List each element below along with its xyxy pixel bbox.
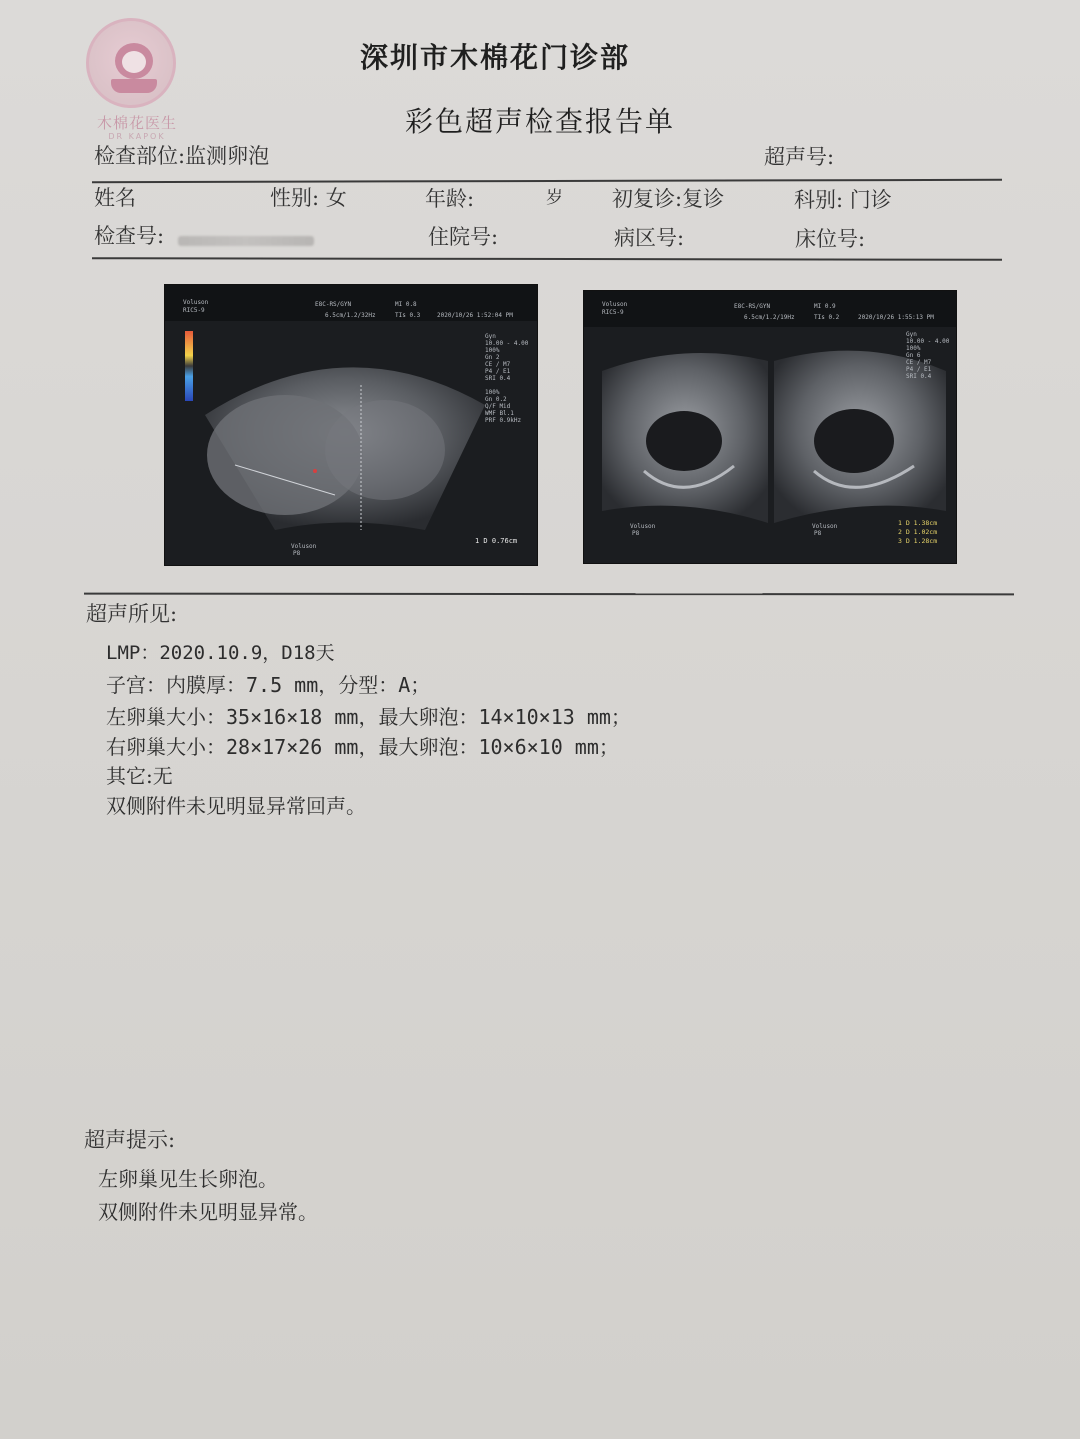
age-label: 年龄: bbox=[425, 187, 475, 211]
us-mi: MI 0.9 bbox=[814, 303, 836, 310]
finding-line-4: 右卵巢大小：28×17×26 mm，最大卵泡：10×6×10 mm； bbox=[106, 735, 619, 759]
conclusion-line-1: 左卵巢见生长卵泡。 bbox=[98, 1167, 278, 1191]
us-tis: TIs 0.3 bbox=[395, 312, 421, 319]
conclusion-line-2: 双侧附件未见明显异常。 bbox=[98, 1200, 318, 1224]
us-footer-probe: P8 bbox=[632, 530, 640, 537]
logo-subtext: DR KAPOK bbox=[108, 132, 166, 141]
logo-text: 木棉花医生 bbox=[96, 114, 177, 132]
us-preset: E8C-RS/GYN bbox=[734, 303, 771, 310]
us-measurement: 1 D 0.76cm bbox=[475, 537, 518, 545]
gender: 性别: 女 bbox=[270, 186, 347, 210]
clinic-logo bbox=[82, 18, 192, 141]
us-preset: E8C-RS/GYN bbox=[315, 301, 352, 308]
us-side-params: Gyn 10.00 - 4.00 100% Gn 6 CE / M7 P4 / E1 SRI 0.4 bbox=[906, 331, 950, 380]
us-datetime: 2020/10/26 1:55:13 PM bbox=[858, 314, 934, 321]
patient-name-label: 姓名 bbox=[94, 186, 136, 210]
exam-part: 检查部位:监测卵泡 bbox=[94, 144, 270, 168]
us-datetime: 2020/10/26 1:52:04 PM bbox=[437, 312, 513, 319]
report-title: 彩色超声检查报告单 bbox=[405, 105, 676, 138]
finding-line-6: 双侧附件未见明显异常回声。 bbox=[106, 794, 366, 818]
finding-line-5: 其它:无 bbox=[106, 764, 173, 788]
us-params: 6.5cm/1.2/32Hz bbox=[325, 312, 376, 319]
us-probe: RIC5-9 bbox=[183, 307, 205, 314]
ultrasound-image-left bbox=[164, 284, 538, 566]
age-unit: 岁 bbox=[546, 188, 563, 208]
redacted-exam-number bbox=[178, 236, 314, 246]
us-footer-brand: Voluson bbox=[630, 523, 656, 530]
us-mi: MI 0.8 bbox=[395, 301, 417, 308]
us-probe: RIC5-9 bbox=[602, 309, 624, 316]
us-params: 6.5cm/1.2/19Hz bbox=[744, 314, 795, 321]
us-footer-probe-2: P8 bbox=[814, 530, 822, 537]
finding-line-1: LMP：2020.10.9，D18天 bbox=[106, 642, 335, 664]
us-tis: TIs 0.2 bbox=[814, 314, 840, 321]
ward-number: 病区号: bbox=[614, 226, 685, 250]
us-brand: Voluson bbox=[602, 301, 628, 308]
us-measurement-1: 1 D 1.38cm bbox=[898, 519, 938, 527]
us-footer-brand: Voluson bbox=[291, 543, 317, 550]
finding-line-3: 左卵巢大小：35×16×18 mm，最大卵泡：14×10×13 mm； bbox=[106, 705, 631, 729]
us-side-params: Gyn 10.00 - 4.00 100% Gn 2 CE / M7 P4 / E1 SRI 0.4 100% Gn 0.2 Q/F Mid WMF Bl.1 PRF 0.9kHz bbox=[485, 333, 529, 424]
images-rule bbox=[84, 593, 1014, 596]
logo-emblem bbox=[86, 18, 176, 108]
us-footer-probe: P8 bbox=[293, 550, 301, 557]
finding-line-2: 子宫：内膜厚：7.5 mm，分型：A； bbox=[106, 673, 431, 697]
ultrasound-image-right bbox=[583, 290, 957, 564]
department: 科别: 门诊 bbox=[794, 188, 892, 212]
us-measurement-3: 3 D 1.28cm bbox=[898, 537, 938, 545]
inpatient-number: 住院号: bbox=[428, 225, 499, 249]
visit-type: 初复诊:复诊 bbox=[612, 187, 725, 211]
conclusion-label: 超声提示: bbox=[84, 1128, 176, 1152]
findings-label: 超声所见: bbox=[86, 602, 178, 626]
bed-number: 床位号: bbox=[795, 227, 866, 251]
ultrasound-scan-left bbox=[165, 285, 537, 565]
ultrasound-number: 超声号: bbox=[764, 145, 835, 169]
header-rule-bottom bbox=[92, 257, 1002, 261]
clinic-name: 深圳市木棉花门诊部 bbox=[360, 41, 631, 74]
us-brand: Voluson bbox=[183, 299, 209, 306]
exam-number-label: 检查号: bbox=[94, 224, 165, 248]
us-footer-brand-2: Voluson bbox=[812, 523, 838, 530]
us-measurement-2: 2 D 1.02cm bbox=[898, 528, 938, 536]
